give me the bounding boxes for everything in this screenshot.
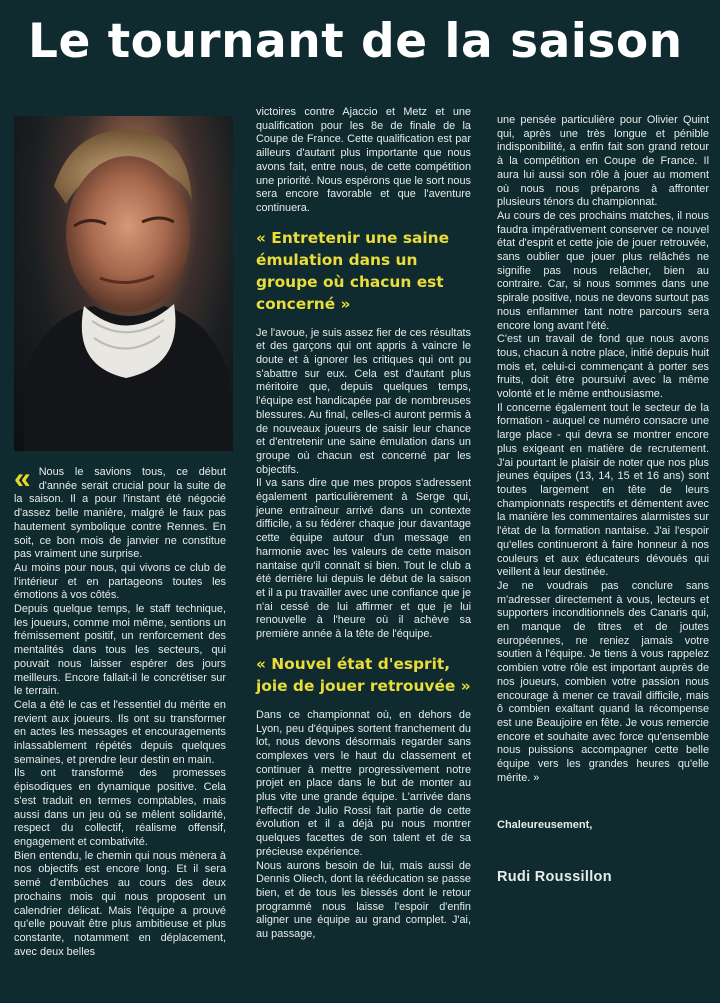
- page-title: Le tournant de la saison: [28, 14, 683, 69]
- paragraph: Je ne voudrais pas conclure sans m'adresser directement à vous, lecteurs et supporters inconditionnels des Canaris qui, en manque de titres et de joutes européennes, ne reniez jamais votre soutien à l'équipe. Je tiens à vous rappelez combien votre rôle est important auprès de nos joueurs, combien votre passion nous encourage à mener ce travail difficile, mais ô combien exaltant quand la récompense est une Beaujoire en fête. Je vous remercie encore et souhaite avec force qu'ensemble nous puissions accompagner cette belle équipe vers les grandes heures qu'elle mérite. »: [497, 579, 709, 784]
- column-3: [497, 114, 709, 885]
- paragraph: une pensée particulière pour Olivier Quint qui, après une très longue et pénible indisponibilité, a enfin fait son grand retour à la compétition en Coupe de France. Il aura lui aussi son rôle à jouer au moment où nous nous préparons à affronter plusieurs ténors du championnat.: [497, 114, 709, 209]
- paragraph: « Nous le savions tous, ce début d'année serait crucial pour la suite de la saison. Il a pour l'instant été négocié d'assez belle manière, malgré le faux pas hautement symbolique contre Rennes. En soit, ce bon mois de janvier ne constitue pas vraiment une surprise.: [14, 462, 226, 561]
- paragraph: Ils ont transformé des promesses épisodiques en dynamique positive. Cela s'est traduit en termes comptables, mais aussi dans un jeu où se mêlent solidarité, respect du collectif, réalisme offensif, engagement et combativité.: [14, 767, 226, 848]
- portrait-illustration: [14, 116, 233, 451]
- paragraph: Nous aurons besoin de lui, mais aussi de Dennis Oliech, dont la rééducation se passe bien, et de tous les blessés dont le retour programmé nous laisse l'espoir d'enfin aligner une équipe au grand complet. J'ai, au passage,: [256, 859, 471, 941]
- portrait-photo: [14, 116, 233, 451]
- paragraph: Il concerne également tout le secteur de la formation - auquel ce numéro consacre une large place - qui devra se montrer encore plus exigeant en matière de recrutement. J'ai pourtant le plaisir de noter que nos plus jeunes équipes (13, 14, 15 et 16 ans) sont toutes largement en tête de leurs championnats respectifs et démentent avec la manière les commentaires alarmistes sur l'état de la formation nantaise. J'ai l'espoir qu'elles continueront à faire honneur à nos couleurs et aux éducateurs dévoués qui veillent à leur destinée.: [497, 401, 709, 579]
- paragraph: victoires contre Ajaccio et Metz et une qualification pour les 8e de finale de la Coupe de France. Cette qualification est par ailleurs d'autant plus importante que nous avons fait, entre nous, de cette compétition une priorité. Nous espérons que le sort nous sera encore favorable et que l'aventure continuera.: [256, 106, 471, 214]
- paragraph: Dans ce championnat où, en dehors de Lyon, peu d'équipes sortent franchement du lot, nous devons désormais regarder sans complexes vers le haut du classement et continuer à mettre progressivement notre projet en place dans le but de monter au plus vite une grande équipe. L'arrivée dans l'effectif de Julio Rossi fait partie de cette évolution et il a déjà pu nous montrer quelques facettes de son talent et de sa précieuse expérience.: [256, 708, 471, 858]
- column-1: [14, 462, 226, 959]
- paragraph: Depuis quelque temps, le staff technique, les joueurs, comme moi même, sentions un frémissement positif, un renforcement des mentalités dans tous les secteurs, qui pouvait nous laisser espérer des jours meilleurs. Encore fallait-il le concrétiser sur le terrain.: [14, 603, 226, 698]
- paragraph: Il va sans dire que mes propos s'adressent également particulièrement à Serge qui, jeune entraîneur arrivé dans un contexte difficile, a su fédérer chaque jour davantage cette équipe autour d'un message en harmonie avec les valeurs de cette maison nantaise qu'il connaît si bien. Tout le club a été derrière lui depuis le début de la saison et il a pu travailler avec une confiance que je n'ai cessé de lui affirmer et que je lui renouvelle à l'heure où il achève sa première année à la tête de l'équipe.: [256, 477, 471, 641]
- quote-mark-icon: «: [14, 462, 31, 495]
- paragraph: Bien entendu, le chemin qui nous mènera à nos objectifs est encore long. Et il sera semé d'embûches au cours des deux prochains mois qui nous proposent un calendrier délicat. Mais l'équipe a prouvé qu'elle pouvait être plus ambitieuse et plus constante, notamment en déplacement, avec deux belles: [14, 849, 226, 958]
- signoff: Chaleureusement,: [497, 819, 593, 832]
- paragraph: Je l'avoue, je suis assez fier de ces résultats et des garçons qui ont appris à vaincre le doute et à ignorer les critiques qui ont pu s'abattre sur eux. Cela est d'autant plus méritoire que, depuis quelques temps, l'équipe est handicapée par de nombreuses blessures. Au final, celles-ci auront permis à de nouveaux joueurs de saisir leur chance et d'entretenir une saine émulation dans un groupe où chacun est concerné par les objectifs.: [256, 326, 471, 476]
- pull-quote: « Nouvel état d'esprit, joie de jouer retrouvée »: [256, 654, 471, 695]
- pull-quote: « Entretenir une saine émulation dans un groupe où chacun est concerné »: [256, 228, 450, 313]
- paragraph: Au cours de ces prochains matches, il nous faudra impérativement conserver ce nouvel état d'esprit et cette joie de jouer retrouvée, sans oublier que jouer plus relâchés ne signifie pas nous relâcher, bien au contraire. Car, si nous sommes dans une spirale positive, nous ne devons surtout pas nous enflammer tant notre parcours sera encore long avant l'été.: [497, 209, 709, 332]
- paragraph: C'est un travail de fond que nous avons tous, chacun à notre place, initié depuis huit mois et, celui-ci commençant à porter ses fruits, doit être poursuivi avec la même volonté et le même enthousiasme.: [497, 333, 709, 401]
- column-2: [256, 106, 471, 942]
- paragraph: Cela a été le cas et l'essentiel du mérite en revient aux joueurs. Ils ont su transformer en actes les messages et encouragements inlassablement répétés depuis quelques semaines, et prendre leur destin en main.: [14, 698, 226, 766]
- paragraph: Au moins pour nous, qui vivons ce club de l'intérieur et en partageons toutes les émotions à vos côtés.: [14, 561, 226, 602]
- author-name: Rudi Roussillon: [497, 869, 612, 886]
